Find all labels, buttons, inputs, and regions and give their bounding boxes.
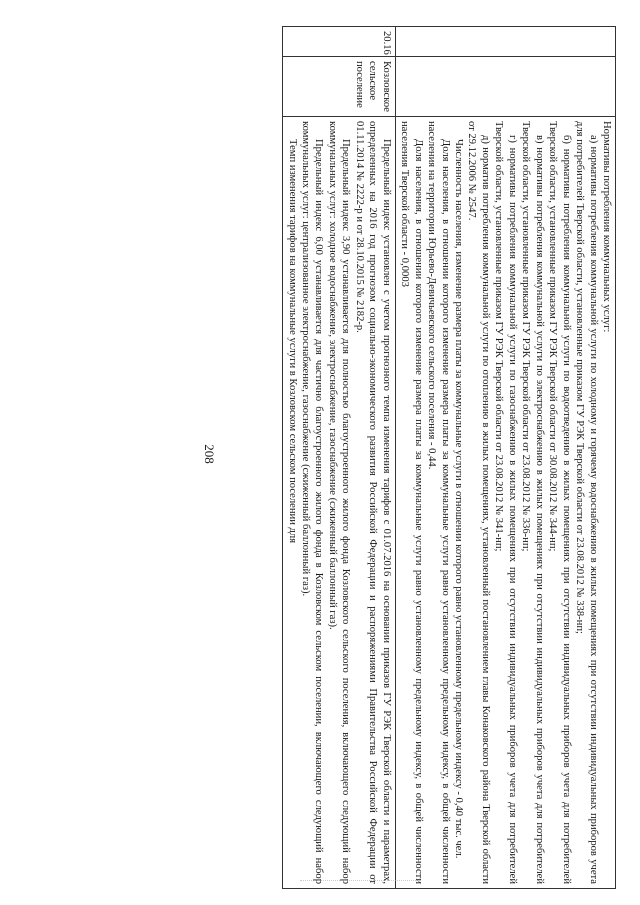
municipality-name-cell [395, 57, 615, 117]
paragraph: Доля населения, в отношении которого изменение размера платы за коммунальные услуги равно установленному предельному индексу, в общей численности населения Тверской области - 0,0003 [399, 121, 424, 884]
paragraph: Численность населения, изменение размера платы за коммунальные услуги в отношении которого равно установленному предельному индексу - 0,40 тыс. чел. [453, 139, 465, 859]
paragraph: г) нормативы потребления коммунальной услуги по газоснабжению в жилых помещениях при отсутствии индивидуальных приборов учета для потребителей Тверской области, установленные приказом ГУ РЭК Тверской области от 23.08.2012 № 341-нп; [493, 121, 518, 884]
paragraph: Предельный индекс установлен с учетом прогнозного темпа изменения тарифов с 01.07.2016 на основании приказов ГУ РЭК Тверской области и параметрах, определенных на 2016 год прогнозом социально-экономического развития Российской Федерации и распоряжениями Правительства Российской Федерации от 01.11.2014 № 2222-р и от 28.10.2015 № 2182-р. [353, 121, 392, 884]
paragraph-group [285, 121, 393, 884]
paragraph-group [398, 121, 613, 884]
indices-table [282, 26, 616, 889]
table-row [395, 27, 615, 889]
row-number-cell [395, 27, 615, 57]
page-number: 208 [202, 444, 217, 464]
paragraph: Предельный индекс 6,00 устанавливается для частично благоустроенного жилого фонда в Козловском сельском поселении, включающего следующий набор коммунальных услуг: централизованное электроснабжение, газоснабжение (сжиженный баллонный газ). [300, 121, 325, 884]
row-number-cell: 20.16 [283, 27, 396, 57]
paragraph: Темп изменения тарифов на коммунальные услуги в Козловском сельском поселении для [286, 139, 298, 544]
paragraph: б) нормативы потребления коммунальной услуги по водоотведению в жилых помещениях при отсутствии индивидуальных приборов учета для потребителей Тверской области, установленные приказом ГУ РЭК Тверской области от 30.08.2012 № 344-нп; [547, 121, 572, 884]
paragraph: а) нормативы потребления коммунальной услуги по холодному и горячему водоснабжению в жилых помещениях при отсутствии индивидуальных приборов учета для потребителей Тверской области, установленные приказом ГУ РЭК Тверской области от 23.08.2012 № 338-нп; [574, 121, 599, 884]
paragraph: в) нормативы потребления коммунальной услуги по электроснабжению в жилых помещениях при отсутствии индивидуальных приборов учета для потребителей Тверской области, установленные приказом ГУ РЭК Тверской области от 23.08.2012 № 336-нп; [520, 121, 545, 884]
municipality-name-cell: Козловское сельское поселение [283, 57, 396, 117]
paragraph: Предельный индекс 3,90 устанавливается для полностью благоустроенного жилого фонда Козловского сельского поселения, включающего следующий набор коммунальных услуг: холодное водоснабжение, электроснабжение, газоснабжение (сжиженный баллонный газ). [326, 121, 352, 884]
rotated-table-region [56, 26, 616, 888]
table-row [283, 27, 396, 889]
paragraph: Нормативы потребления коммунальных услуг: [601, 121, 612, 333]
description-cell [283, 117, 396, 889]
scan-artifact [300, 880, 420, 883]
paragraph: Доля населения, в отношении которого изменение размера платы за коммунальные услуги равно установленному предельному индексу, в общей численности населения на территории Юрьево-Девичьевского сельского поселения - 0,44. [426, 121, 451, 884]
description-cell [395, 117, 615, 889]
paragraph: д) норматив потребления коммунальной услуги по отоплению в жилых помещениях, установленный постановлением главы Конаковского района Тверской области от 29.12.2006 № 2547. [466, 121, 491, 884]
